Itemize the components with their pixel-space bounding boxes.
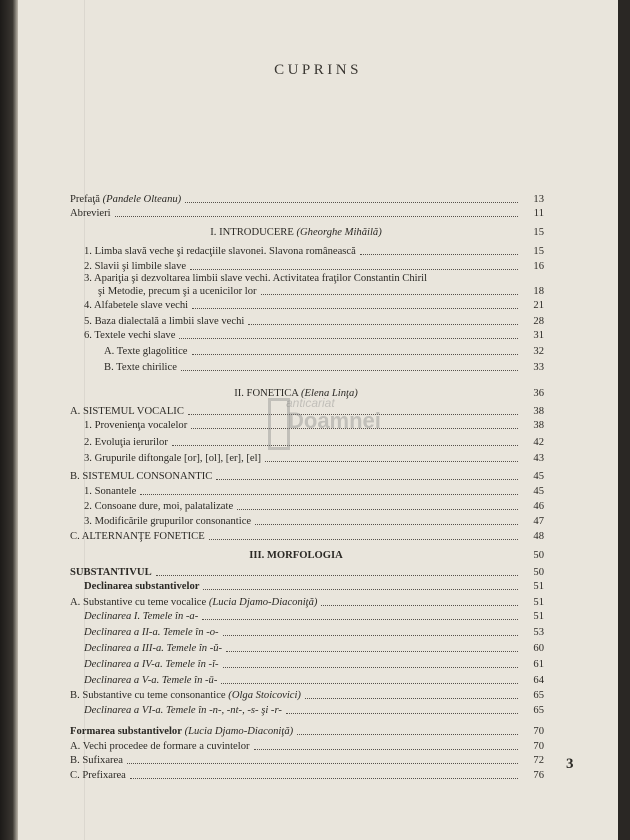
- entry-page: 46: [533, 501, 544, 512]
- dot-leader: [305, 698, 518, 699]
- dot-leader: [248, 324, 518, 325]
- entry-title: 1. Limba slavă veche şi redacţiile slavonei. Slavona românească: [84, 246, 356, 257]
- dot-leader: [265, 461, 518, 462]
- entry-title: 3. Modificările grupurilor consonantice: [84, 516, 252, 527]
- entry-page: 42: [533, 437, 544, 448]
- toc-entry: [84, 627, 544, 639]
- entry-title: Prefaţă: [70, 194, 100, 205]
- entry-title: 6. Textele vechi slave: [84, 330, 176, 341]
- toc-entry: [70, 726, 544, 738]
- entry-title: Abrevieri: [70, 208, 111, 219]
- toc-entry: [70, 690, 544, 702]
- dot-leader: [226, 651, 518, 652]
- entry-title: 2. Consoane dure, moi, palatalizate: [84, 501, 234, 512]
- page-spine-edge: [0, 0, 18, 840]
- entry-title: 2. Slavii şi limbile slave: [84, 261, 187, 272]
- toc-entry: [70, 597, 544, 609]
- toc-entry: [70, 755, 544, 767]
- page-number: 3: [566, 756, 574, 772]
- entry-page: 38: [533, 406, 544, 417]
- entry-title: A. SISTEMUL VOCALIC: [70, 406, 184, 417]
- toc-entry: [84, 330, 544, 342]
- dot-leader: [286, 713, 518, 714]
- entry-page: 61: [533, 659, 544, 670]
- entry-page: 50: [533, 567, 544, 578]
- entry-page: 28: [533, 316, 544, 327]
- dot-leader: [209, 539, 518, 540]
- entry-title-continued: şi Metodie, precum şi a ucenicilor lor: [98, 286, 257, 297]
- entry-title: B. Sufixarea: [70, 755, 123, 766]
- entry-page: 72: [533, 755, 544, 766]
- dot-leader: [203, 589, 518, 590]
- entry-page: 33: [533, 362, 544, 373]
- section-title: III. MORFOLOGIA: [249, 550, 343, 561]
- entry-page: 65: [533, 690, 544, 701]
- entry-title: A. Texte glagolitice: [104, 346, 188, 357]
- dot-leader: [360, 254, 518, 255]
- entry-page: 70: [533, 741, 544, 752]
- toc-entry: [84, 316, 544, 328]
- toc-entry: [84, 659, 544, 671]
- entry-title: 3. Grupurile diftongale [or], [ol], [er], [el]: [84, 453, 262, 464]
- dot-leader: [223, 635, 518, 636]
- entry-page: 48: [533, 531, 544, 542]
- dot-leader: [255, 524, 518, 525]
- toc-entry: [84, 516, 544, 528]
- entry-title: Declinarea a V-a. Temele în -ū-: [84, 675, 218, 686]
- entry-page: 43: [533, 453, 544, 464]
- toc-entry: [84, 581, 544, 593]
- entry-page: 51: [533, 581, 544, 592]
- toc-entry: [70, 531, 544, 543]
- toc-entry: [84, 611, 544, 623]
- entry-title: Declinarea a II-a. Temele în -o-: [84, 627, 219, 638]
- section-author: (Gheorghe Mihăilă): [296, 227, 382, 238]
- dot-leader: [130, 778, 518, 779]
- entry-title: 1. Provenienţa vocalelor: [84, 420, 188, 431]
- dot-leader: [216, 479, 518, 480]
- toc-entry: [84, 486, 544, 498]
- entry-title: Declinarea a IV-a. Temele în -ĭ-: [84, 659, 219, 670]
- dot-leader: [237, 509, 518, 510]
- dot-leader: [192, 354, 519, 355]
- entry-page: 21: [533, 300, 544, 311]
- entry-page: 45: [533, 471, 544, 482]
- toc-entry: [70, 741, 544, 753]
- toc-entry: [84, 261, 544, 273]
- toc-entry: [104, 346, 544, 358]
- entry-author: (Olga Stoicovici): [228, 690, 301, 701]
- watermark-line2: Doamnei: [288, 408, 381, 433]
- entry-page: 15: [533, 246, 544, 257]
- toc-entry: [98, 286, 544, 298]
- entry-page: 51: [533, 611, 544, 622]
- toc-title: CUPRINS: [274, 62, 362, 78]
- entry-title: B. Texte chirilice: [104, 362, 177, 373]
- toc-entry: [84, 675, 544, 687]
- entry-page: 53: [533, 627, 544, 638]
- entry-title: 4. Alfabetele slave vechi: [84, 300, 189, 311]
- entry-title: SUBSTANTIVUL: [70, 567, 152, 578]
- dot-leader: [156, 575, 518, 576]
- toc-entry: [84, 705, 544, 717]
- dot-leader: [254, 749, 518, 750]
- dot-leader: [115, 216, 518, 217]
- entry-page: 32: [533, 346, 544, 357]
- entry-title: C. ALTERNANŢE FONETICE: [70, 531, 205, 542]
- dot-leader: [127, 763, 518, 764]
- dot-leader: [181, 370, 518, 371]
- entry-title: Formarea substantivelor: [70, 726, 182, 737]
- entry-title: 5. Baza dialectală a limbii slave vechi: [84, 316, 245, 327]
- section-title: I. INTRODUCERE: [210, 227, 294, 238]
- toc-section-morfologia: [70, 550, 544, 562]
- entry-page: 50: [533, 550, 544, 561]
- entry-author: (Pandele Olteanu): [102, 194, 182, 205]
- entry-page: 31: [533, 330, 544, 341]
- dot-leader: [223, 667, 518, 668]
- entry-title: Declinarea a VI-a. Temele în -n-, -nt-, -s- şi -r-: [84, 705, 282, 716]
- entry-page: 45: [533, 486, 544, 497]
- book-page: [18, 0, 618, 840]
- entry-author: (Lucia Djamo-Diaconiţă): [208, 597, 318, 608]
- entry-title: C. Prefixarea: [70, 770, 126, 781]
- entry-title: B. Substantive cu teme consonantice: [70, 690, 226, 701]
- entry-page: 76: [533, 770, 544, 781]
- entry-page: 15: [533, 227, 544, 238]
- dot-leader: [185, 202, 518, 203]
- toc-entry: [70, 770, 544, 782]
- watermark-line1: anticariat: [286, 396, 335, 410]
- entry-page: 38: [533, 420, 544, 431]
- entry-title: Declinarea a III-a. Temele în -ŭ-: [84, 643, 223, 654]
- dot-leader: [179, 338, 518, 339]
- entry-author: (Lucia Djamo-Diaconiţă): [184, 726, 294, 737]
- toc-entry: [84, 246, 544, 258]
- entry-title: B. SISTEMUL CONSONANTIC: [70, 471, 213, 482]
- entry-page: 13: [533, 194, 544, 205]
- dot-leader: [321, 605, 518, 606]
- entry-page: 51: [533, 597, 544, 608]
- dot-leader: [221, 683, 518, 684]
- entry-title: A. Substantive cu teme vocalice: [70, 597, 207, 608]
- entry-page: 18: [533, 286, 544, 297]
- toc-entry: [84, 643, 544, 655]
- toc-entry: [84, 300, 544, 312]
- entry-page: 65: [533, 705, 544, 716]
- toc-entry: [84, 501, 544, 513]
- entry-page: 36: [533, 388, 545, 399]
- entry-title: A. Vechi procedee de formare a cuvintelor: [70, 741, 250, 752]
- entry-title: 1. Sonantele: [84, 486, 137, 497]
- entry-page: 60: [533, 643, 544, 654]
- section-title: II. FONETICA: [234, 388, 299, 399]
- entry-title: 2. Evoluţia ierurilor: [84, 437, 168, 448]
- toc-entry: [104, 362, 544, 374]
- toc-entry-abrevieri: [70, 208, 544, 220]
- dot-leader: [190, 269, 518, 270]
- section-author: (Elena Linţa): [301, 388, 358, 399]
- toc-entry: [70, 567, 544, 579]
- dot-leader: [192, 308, 518, 309]
- entry-page: 16: [533, 261, 544, 272]
- dot-leader: [202, 619, 518, 620]
- dot-leader: [261, 294, 518, 295]
- toc-section-introducere: [70, 227, 544, 239]
- entry-title: 3. Apariţia şi dezvoltarea limbii slave vechi. Activitatea fraţilor Constantin Chiril: [84, 273, 428, 284]
- entry-page: 11: [533, 208, 544, 219]
- dot-leader: [297, 734, 518, 735]
- entry-page: 70: [533, 726, 544, 737]
- toc-entry: [70, 471, 544, 483]
- entry-title: Declinarea I. Temele în -a-: [84, 611, 199, 622]
- watermark: [268, 396, 418, 456]
- entry-page: 47: [533, 516, 544, 527]
- entry-page: 64: [533, 675, 544, 686]
- entry-title: Declinarea substantivelor: [84, 581, 200, 592]
- dot-leader: [140, 494, 518, 495]
- toc-entry-prefata: [70, 194, 544, 206]
